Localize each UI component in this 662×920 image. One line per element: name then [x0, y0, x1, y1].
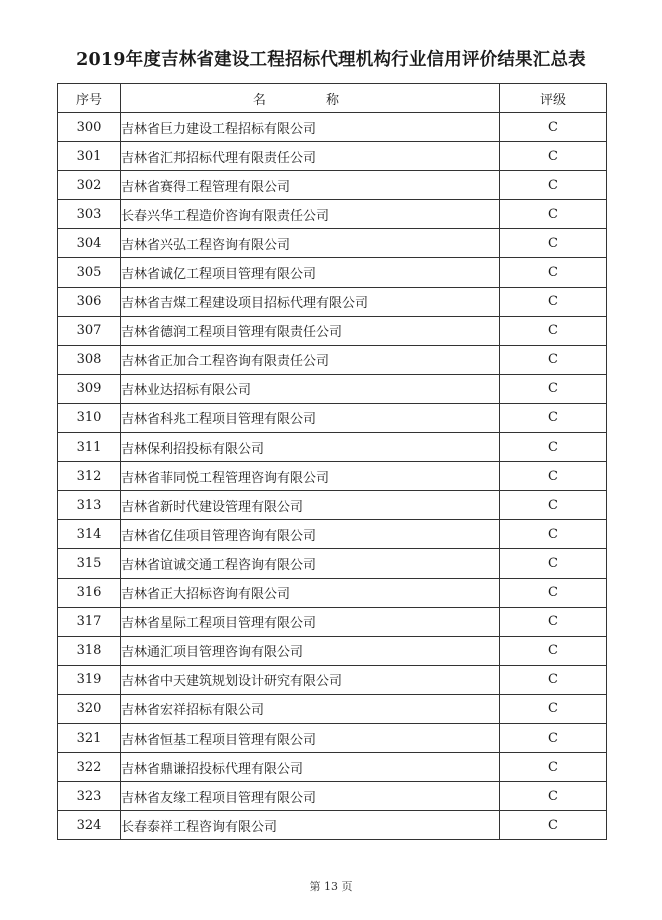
table-row [58, 491, 607, 520]
table-row [58, 200, 607, 229]
table-row [58, 462, 607, 491]
row-number: 316 [58, 578, 121, 607]
table-row [58, 782, 607, 811]
rating-grade: C [500, 578, 607, 607]
rating-grade: C [500, 374, 607, 403]
company-name: 吉林省星际工程项目管理有限公司 [121, 607, 500, 636]
rating-grade: C [500, 200, 607, 229]
company-name: 长春泰祥工程咨询有限公司 [121, 811, 500, 840]
rating-grade: C [500, 549, 607, 578]
table-row [58, 142, 607, 171]
row-number: 306 [58, 287, 121, 316]
row-number: 305 [58, 258, 121, 287]
rating-grade: C [500, 462, 607, 491]
table-row [58, 374, 607, 403]
table-row [58, 636, 607, 665]
table-row [58, 113, 607, 142]
row-number: 318 [58, 636, 121, 665]
table-row [58, 578, 607, 607]
table-row [58, 665, 607, 694]
company-name: 吉林省菲同悦工程管理咨询有限公司 [121, 462, 500, 491]
row-number: 319 [58, 665, 121, 694]
row-number: 322 [58, 753, 121, 782]
company-name: 吉林保利招投标有限公司 [121, 433, 500, 462]
rating-grade: C [500, 113, 607, 142]
company-name: 吉林省宏祥招标有限公司 [121, 694, 500, 723]
company-name: 吉林业达招标有限公司 [121, 374, 500, 403]
company-name: 吉林省诚亿工程项目管理有限公司 [121, 258, 500, 287]
rating-grade: C [500, 403, 607, 432]
company-name: 吉林省正加合工程咨询有限责任公司 [121, 345, 500, 374]
rating-grade: C [500, 142, 607, 171]
company-name: 吉林省中天建筑规划设计研究有限公司 [121, 665, 500, 694]
column-header-grade: 评级 [500, 84, 607, 113]
rating-grade: C [500, 258, 607, 287]
row-number: 311 [58, 433, 121, 462]
company-name: 吉林省赛得工程管理有限公司 [121, 171, 500, 200]
rating-grade: C [500, 171, 607, 200]
row-number: 323 [58, 782, 121, 811]
table-row [58, 258, 607, 287]
company-name: 吉林省科兆工程项目管理有限公司 [121, 403, 500, 432]
company-name: 吉林省吉煤工程建设项目招标代理有限公司 [121, 287, 500, 316]
table-row [58, 549, 607, 578]
table-row [58, 753, 607, 782]
row-number: 303 [58, 200, 121, 229]
rating-grade: C [500, 316, 607, 345]
row-number: 314 [58, 520, 121, 549]
company-name: 吉林省兴弘工程咨询有限公司 [121, 229, 500, 258]
company-name: 吉林省鼎谦招投标代理有限公司 [121, 753, 500, 782]
row-number: 300 [58, 113, 121, 142]
company-name: 吉林通汇项目管理咨询有限公司 [121, 636, 500, 665]
rating-grade: C [500, 229, 607, 258]
row-number: 308 [58, 345, 121, 374]
rating-grade: C [500, 782, 607, 811]
row-number: 307 [58, 316, 121, 345]
rating-grade: C [500, 811, 607, 840]
company-name: 吉林省恒基工程项目管理有限公司 [121, 723, 500, 752]
page-number: 第 13 页 [309, 880, 353, 893]
rating-grade: C [500, 345, 607, 374]
rating-grade: C [500, 607, 607, 636]
table-row [58, 345, 607, 374]
company-name: 吉林省德润工程项目管理有限责任公司 [121, 316, 500, 345]
table-header-row [58, 84, 607, 113]
table-body [58, 113, 607, 840]
rating-grade: C [500, 520, 607, 549]
table-row [58, 811, 607, 840]
row-number: 302 [58, 171, 121, 200]
table-row [58, 316, 607, 345]
row-number: 321 [58, 723, 121, 752]
table-row [58, 723, 607, 752]
row-number: 309 [58, 374, 121, 403]
rating-grade: C [500, 287, 607, 316]
table-row [58, 694, 607, 723]
row-number: 301 [58, 142, 121, 171]
row-number: 310 [58, 403, 121, 432]
company-name: 吉林省新时代建设管理有限公司 [121, 491, 500, 520]
row-number: 304 [58, 229, 121, 258]
table-row [58, 607, 607, 636]
rating-grade: C [500, 636, 607, 665]
company-name: 吉林省巨力建设工程招标有限公司 [121, 113, 500, 142]
table-row [58, 171, 607, 200]
column-header-no: 序号 [58, 84, 121, 113]
column-header-name: 名 称 [121, 84, 500, 113]
table-row [58, 433, 607, 462]
rating-grade: C [500, 723, 607, 752]
rating-grade: C [500, 753, 607, 782]
company-name: 吉林省正大招标咨询有限公司 [121, 578, 500, 607]
table-row [58, 287, 607, 316]
rating-grade: C [500, 694, 607, 723]
row-number: 315 [58, 549, 121, 578]
company-name: 长春兴华工程造价咨询有限责任公司 [121, 200, 500, 229]
row-number: 313 [58, 491, 121, 520]
row-number: 317 [58, 607, 121, 636]
row-number: 320 [58, 694, 121, 723]
table-row [58, 403, 607, 432]
document-title: 2019年度吉林省建设工程招标代理机构行业信用评价结果汇总表 [76, 50, 586, 70]
row-number: 324 [58, 811, 121, 840]
rating-grade: C [500, 665, 607, 694]
rating-table [57, 83, 607, 840]
rating-grade: C [500, 491, 607, 520]
company-name: 吉林省汇邦招标代理有限责任公司 [121, 142, 500, 171]
table-row [58, 520, 607, 549]
table-row [58, 229, 607, 258]
rating-grade: C [500, 433, 607, 462]
company-name: 吉林省友缘工程项目管理有限公司 [121, 782, 500, 811]
company-name: 吉林省亿佳项目管理咨询有限公司 [121, 520, 500, 549]
row-number: 312 [58, 462, 121, 491]
company-name: 吉林省谊诚交通工程咨询有限公司 [121, 549, 500, 578]
